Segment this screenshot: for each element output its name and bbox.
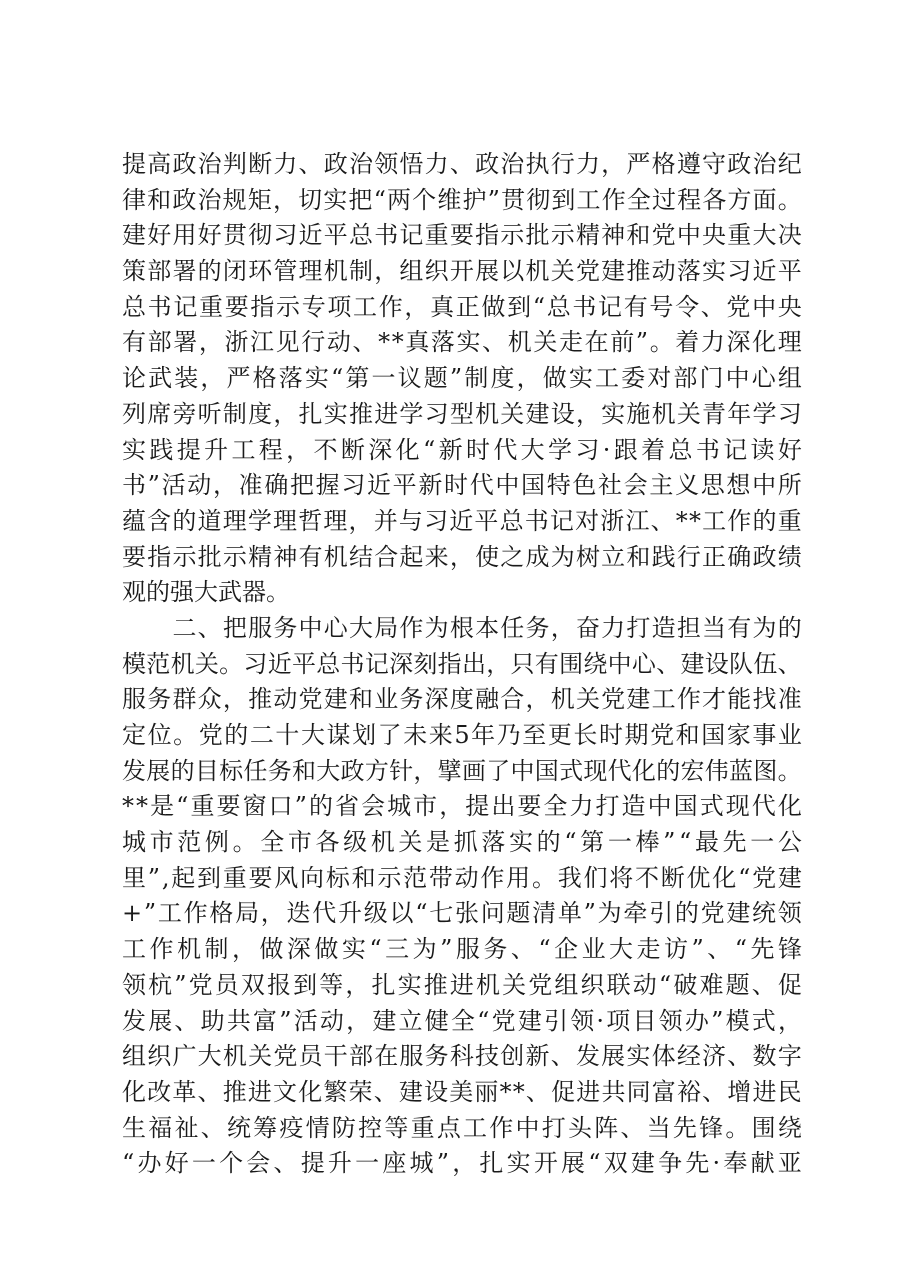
text-line: 二 、 把 服 务 中 心 大 局 作 为 根 本 任 务 ， 奋 力 打 造 担 当 有 为 的 [172,613,802,642]
text-line: 生 福 祉 、 统 筹 疫 情 防 控 等 重 点 工 作 中 打 头 阵 、 当 先 锋 。 围 绕 [122,1113,802,1142]
text-line: 建 好 用 好 贯 彻 习 近 平 总 书 记 重 要 指 示 批 示 精 神 和 党 中 央 重 大 决 [122,221,802,250]
text-line: 论 武 装 ， 严 格 落 实 “ 第 一 议 题 ” 制 度 ， 做 实 工 委 对 部 门 中 心 组 [122,364,802,393]
text-line: 观的强大武器。 [122,578,290,607]
text-line: 书 ” 活 动 ， 准 确 把 握 习 近 平 新 时 代 中 国 特 色 社 会 主 义 思 想 中 所 [122,471,802,500]
text-line: 律 和 政 治 规 矩 ， 切 实 把 “ 两 个 维 护 ” 贯 彻 到 工 作 全 过 程 各 方 面 。 [122,185,802,214]
text-line: 列 席 旁 听 制 度 ， 扎 实 推 进 学 习 型 机 关 建 设 ， 实 施 机 关 青 年 学 习 [122,399,802,428]
text-line: * * 是 “ 重 要 窗 口 ” 的 省 会 城 市 ， 提 出 要 全 力 打 造 中 国 式 现 代 化 [122,792,802,821]
text-line: 领 杭 ” 党 员 双 报 到 等 ， 扎 实 推 进 机 关 党 组 织 联 动 “ 破 难 题 、 促 [122,970,802,999]
text-line: 里 ” , 起 到 重 要 风 向 标 和 示 范 带 动 作 用 。 我 们 将 不 断 优 化 “ 党 建 [122,863,802,892]
text-line: 化 改 革 、 推 进 文 化 繁 荣 、 建 设 美 丽 * * 、 促 进 共 同 富 裕 、 增 进 民 [122,1077,802,1106]
body-text [122,147,802,1182]
text-line: 工 作 机 制 ， 做 深 做 实 “ 三 为 ” 服 务 、 “ 企 业 大 走 访 ” 、 “ 先 锋 [122,935,802,964]
text-line: “ 办 好 一 个 会 、 提 升 一 座 城 ” ， 扎 实 开 展 “ 双 建 争 先 · 奉 献 亚 [122,1149,802,1178]
text-line: 提 高 政 治 判 断 力 、 政 治 领 悟 力 、 政 治 执 行 力 ， 严 格 遵 守 政 治 纪 [122,150,802,178]
text-line: 组 织 广 大 机 关 党 员 干 部 在 服 务 科 技 创 新 、 发 展 实 体 经 济 、 数 字 [122,1042,802,1071]
text-line: 模 范 机 关 。 习 近 平 总 书 记 深 刻 指 出 ， 只 有 围 绕 中 心 、 建 设 队 伍 、 [122,649,802,678]
text-line: 发 展 的 目 标 任 务 和 大 政 方 针 ， 擘 画 了 中 国 式 现 代 化 的 宏 伟 蓝 图 。 [122,756,802,785]
text-line: 策 部 署 的 闭 环 管 理 机 制 ， 组 织 开 展 以 机 关 党 建 推 动 落 实 习 近 平 [122,257,802,286]
text-line: 服 务 群 众 ， 推 动 党 建 和 业 务 深 度 融 合 ， 机 关 党 建 工 作 才 能 找 准 [122,685,802,714]
text-line: 蕴 含 的 道 理 学 理 哲 理 ， 并 与 习 近 平 总 书 记 对 浙 江 、 * * 工 作 的 重 [122,506,802,535]
text-line: + ” 工 作 格 局 ， 迭 代 升 级 以 “ 七 张 问 题 清 单 ” 为 牵 引 的 党 建 统 领 [122,899,802,928]
text-line: 发 展 、 助 共 富 ” 活 动 ， 建 立 健 全 “ 党 建 引 领 · 项 目 领 办 ” 模 式 ， [122,1006,802,1035]
text-line: 定 位 。 党 的 二 十 大 谋 划 了 未 来 5 年 乃 至 更 长 时 期 党 和 国 家 事 业 [122,721,802,749]
text-line: 城 市 范 例 。 全 市 各 级 机 关 是 抓 落 实 的 “ 第 一 棒 ” “ 最 先 一 公 [122,828,802,857]
text-line: 总 书 记 重 要 指 示 专 项 工 作 ， 真 正 做 到 “ 总 书 记 有 号 令 、 党 中 央 [122,292,802,321]
text-line: 要 指 示 批 示 精 神 有 机 结 合 起 来 ， 使 之 成 为 树 立 和 践 行 正 确 政 绩 [122,542,802,571]
text-line: 有 部 署 ， 浙 江 见 行 动 、 * * 真 落 实 、 机 关 走 在 前 ” 。 着 力 深 化 理 [122,328,802,357]
text-line: 实 践 提 升 工 程 ， 不 断 深 化 “ 新 时 代 大 学 习 · 跟 着 总 书 记 读 好 [122,435,802,464]
